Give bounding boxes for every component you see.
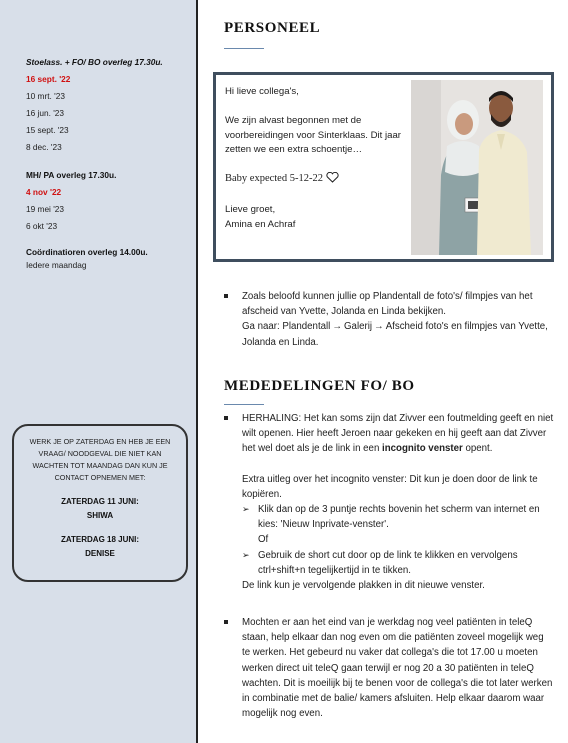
message-closing: Lieve groet,: [225, 204, 276, 215]
baby-expected-text: Baby expected 5-12-22: [225, 173, 323, 184]
mh-meeting-schedule: [26, 167, 116, 235]
teleq-bullet: [224, 615, 554, 721]
incognito-step: [242, 502, 554, 532]
zivver-intro: HERHALING: Het kan soms zijn dat Zivver een foutmelding geeft en niet wilt openen. Hier heeft Jeroen naar gekeken en hij geeft aan dat Zivver het wel doet als je de link in een: [242, 413, 554, 455]
incognito-step-text: Klik dan op de 3 puntje rechts bovenin het scherm van internet en kies: 'Nieuw Inprivate-venster'.: [258, 504, 540, 531]
personal-message: [225, 85, 405, 232]
message-body: We zijn alvast begonnen met de voorbereidingen voor Sinterklaas. Dit jaar zetten we een extra schoentje…: [225, 115, 401, 155]
coord-meeting-heading: Coördinatioren overleg 14.00u.: [26, 247, 148, 257]
mh-meeting-heading: MH/ PA overleg 17.30u.: [26, 170, 117, 180]
zivver-paragraph: [242, 411, 554, 457]
plandentall-intro: Zoals beloofd kunnen jullie op Plandentall de foto's/ filmpjes van het afscheid van Yvette, Jolanda en Linda bekijken.: [242, 291, 533, 318]
weekend-contact-message: WERK JE OP ZATERDAG EN HEB JE EEN VRAAG/ NOODGEVAL DIE NIET KAN WACHTEN TOT MAANDAG DAN KUN JE CONTACT OPNEMEN MET:: [29, 437, 171, 482]
plandentall-path-start: Ga naar: Plandentall: [242, 321, 331, 333]
personal-message-box: [213, 72, 554, 262]
plandentall-path-gallery: Galerij: [344, 321, 373, 333]
bullet-marker: [224, 294, 228, 298]
couple-photo: [411, 80, 543, 255]
fo-date: 8 dec. '23: [26, 142, 62, 152]
heading-divider: [224, 404, 264, 405]
arrow-bullet-icon: ➢: [242, 549, 250, 560]
zivver-text: [242, 411, 554, 593]
mh-date-highlight: 4 nov '22: [26, 187, 62, 197]
sidebar: [0, 0, 198, 743]
bullet-marker: [224, 416, 228, 420]
plandentall-path: [242, 319, 554, 349]
weekend-contact-name: SHIWA: [86, 511, 114, 520]
baby-expected-line: [225, 172, 405, 189]
bullet-marker: [224, 620, 228, 624]
weekend-contact-day: ZATERDAG 11 JUNI:: [61, 497, 139, 506]
arrow-right-icon: →: [332, 321, 343, 333]
weekend-contact-box: [12, 424, 188, 582]
mededelingen-heading: MEDEDELINGEN FO/ BO: [224, 378, 415, 394]
fo-date: 15 sept. '23: [26, 125, 69, 135]
zivver-bullet: [224, 411, 554, 593]
plandentall-path-end: Afscheid foto's en filmpjes van Yvette, Jolanda en Linda.: [242, 321, 548, 348]
incognito-step: [242, 548, 554, 578]
weekend-contact-day: ZATERDAG 18 JUNI:: [60, 535, 140, 544]
fo-meeting-schedule: [26, 54, 163, 156]
zivver-end: opent.: [465, 443, 493, 455]
fo-date-highlight: 16 sept. '22: [26, 74, 71, 84]
plandentall-bullet: [224, 289, 554, 350]
message-greeting: Hi lieve collega's,: [225, 86, 299, 97]
fo-date: 16 jun. '23: [26, 108, 65, 118]
plandentall-text: [242, 289, 554, 350]
arrow-bullet-icon: ➢: [242, 504, 250, 515]
incognito-step-text: Gebruik de short cut door op de link te klikken en vervolgens ctrl+shift+n tegelijkertijd in te tikken.: [258, 549, 518, 576]
weekend-contact-name: DENISE: [85, 549, 115, 558]
fo-date: 10 mrt. '23: [26, 91, 65, 101]
or-separator: Of: [258, 534, 269, 546]
heading-divider: [224, 48, 264, 49]
heart-icon: [326, 172, 339, 189]
incognito-emphasis: incognito venster: [382, 443, 463, 455]
coord-meeting-frequency: Iedere maandag: [26, 260, 87, 270]
mh-date: 6 okt '23: [26, 221, 58, 231]
incognito-explanation: Extra uitleg over het incognito venster: Dit kun je doen door de link te kopiëren.: [242, 473, 538, 500]
arrow-right-icon: →: [374, 321, 384, 333]
mh-date: 19 mei '23: [26, 204, 65, 214]
paste-link-instruction: De link kun je vervolgende plakken in dit nieuwe venster.: [242, 580, 485, 592]
fo-meeting-heading: Stoelass. + FO/ BO overleg 17.30u.: [26, 57, 163, 67]
message-signature: Amina en Achraf: [225, 218, 296, 230]
coord-meeting-schedule: [26, 246, 148, 272]
teleq-paragraph: Mochten er aan het eind van je werkdag nog veel patiënten in teleQ staan, help elkaar dan nog even om die patiënten zoveel mogelijk weg te werken. Het gebeurd nu vaker dat collega's die tot 17.00 u moeten werken direct uit teleQ gaan terwijl er nog 20 a 30 patiënten in teleQ wachten. Dit is moeilijk bij te benen voor de collega's die tot later werken in combinatie met de balie/ kamers afsluiten. Help elkaar daarom waar mogelijk nog even.: [242, 617, 553, 720]
personeel-heading: PERSONEEL: [224, 20, 321, 36]
